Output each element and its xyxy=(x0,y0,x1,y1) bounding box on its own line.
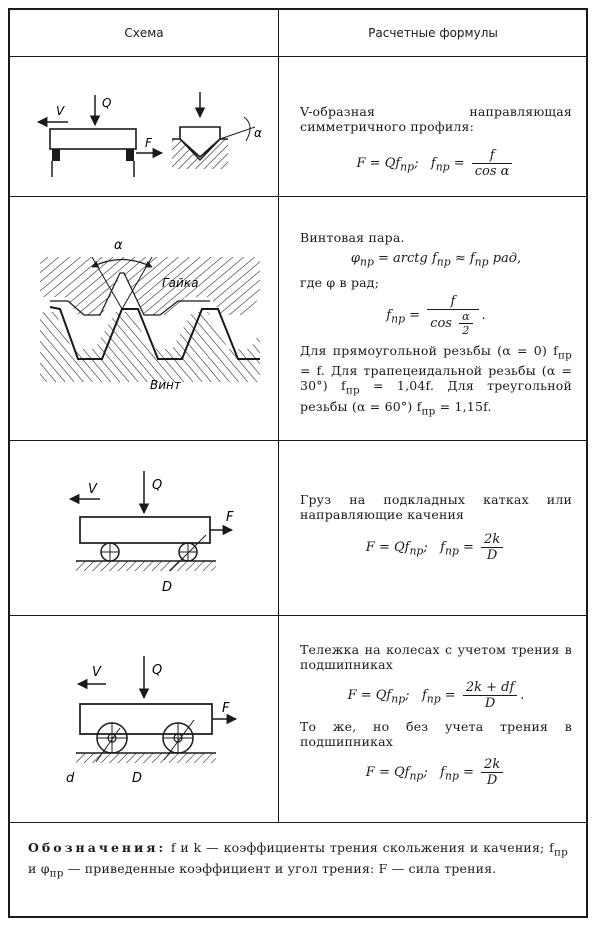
row3-description: Груз на подкладных катках или направляющие качения xyxy=(300,492,572,522)
row4-formula-2: $F = Qf_{пр}$; $f_{пр}$ = $\frac{2k}{D}$ xyxy=(300,757,572,788)
row3-formulas xyxy=(300,492,572,563)
row2-paragraph: Для прямоугольной резьбы (α = 0) $f_{пр} = f$. Для трапецеидальной резьбы (α = 30°) $f_{пр} = 1,04f$. Для треугольной резьбы (α = 60°) $f_{пр} = 1,15f$. xyxy=(300,342,572,418)
label-q: Q xyxy=(152,663,163,678)
row2-phi-formula: $\varphi_{пр}$ = arctg $f_{пр} \approx f_{пр}$ рад, xyxy=(350,251,522,269)
row2-formulas xyxy=(300,230,572,419)
label-q: Q xyxy=(152,478,163,493)
label-f: F xyxy=(222,701,230,716)
footer-notation: Обозначения: f и k — коэффициенты трения скольжения и качения; $f_{пр}$ и $\varphi_{пр}$ — приведенные коэффициент и угол трения: F — сила трения. xyxy=(28,840,568,879)
cart-diagram xyxy=(10,616,278,822)
row1-formula: $F = Qf_{пр}$; $f_{пр}$ = $\frac{f}{\text{cos α}}$ xyxy=(300,148,572,179)
label-screw: Винт xyxy=(150,378,181,392)
label-d: D xyxy=(162,580,173,595)
row4-formulas xyxy=(300,642,572,788)
row4-scheme xyxy=(10,616,278,822)
row2-where: где φ в рад; xyxy=(300,274,380,290)
row1-scheme xyxy=(10,57,278,196)
row-divider xyxy=(10,822,586,823)
label-alpha: α xyxy=(254,126,262,140)
table-frame xyxy=(8,8,588,918)
label-q: Q xyxy=(102,96,112,110)
row4-formula-1: $F = Qf_{пр}$; $f_{пр}$ = $\frac{2k + df}{D}$ . xyxy=(347,680,525,711)
label-v: V xyxy=(92,665,101,680)
rollers-diagram xyxy=(10,441,278,615)
row4-description: Тележка на колесах с учетом трения в подшипниках xyxy=(300,642,572,672)
label-f: F xyxy=(145,136,152,150)
screw-thread-diagram xyxy=(10,197,278,440)
label-v: V xyxy=(56,104,65,118)
row4-description-2: То же, но без учета трения в подшипниках xyxy=(300,719,572,749)
header-scheme: Схема xyxy=(124,26,164,40)
header-formulas: Расчетные формулы xyxy=(368,26,498,40)
label-f: F xyxy=(226,510,234,525)
row2-fpr-formula: $f_{пр}$ = f cos $\frac{\alpha}{2}$ . xyxy=(386,293,486,337)
footer-lead: Обозначения: xyxy=(28,840,167,855)
row2-title: Винтовая пара. xyxy=(300,230,405,245)
row1-description: V-образная направляющая симметричного профиля: xyxy=(300,104,572,134)
row3-scheme xyxy=(10,441,278,615)
row3-formula: $F = Qf_{пр}$; $f_{пр}$ = $\frac{2k}{D}$ xyxy=(300,532,572,563)
label-d-small: d xyxy=(66,771,75,786)
label-alpha: α xyxy=(114,238,123,253)
column-divider xyxy=(278,10,279,822)
label-nut: Гайка xyxy=(162,276,199,290)
label-d-big: D xyxy=(132,771,143,786)
row1-formulas xyxy=(300,104,572,179)
v-guide-diagram xyxy=(10,57,278,196)
row2-scheme xyxy=(10,197,278,440)
label-v: V xyxy=(88,482,97,497)
